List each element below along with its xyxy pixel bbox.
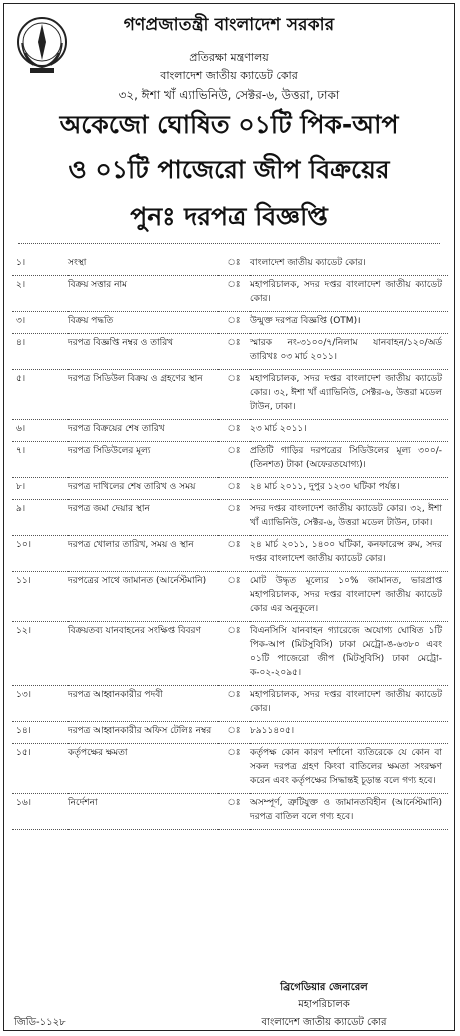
item-separator: ঃ [218,500,250,536]
item-number: ১০। [12,536,68,572]
ministry-name: প্রতিরক্ষা মন্ত্রণালয় [189,51,269,64]
item-value: অসম্পূর্ণ, ত্রুটিযুক্ত ও জামানতবিহীন (আর্নেস্টমানি) দরপত্র বাতিল বলে গণ্য হবে। [250,794,448,830]
item-separator: ঃ [218,370,250,420]
table-row [12,686,448,722]
item-value: ২৪ মার্চ ২০১১, দুপুর ১২৩০ ঘটিকা পর্যন্ত। [250,478,448,500]
item-separator: ঃ [218,686,250,722]
table-row [12,794,448,830]
table-row [12,572,448,622]
item-separator: ঃ [218,536,250,572]
table-row [12,370,448,420]
item-separator: ঃ [218,478,250,500]
organization-name: বাংলাদেশ জাতীয় ক্যাডেট কোর [160,69,298,82]
item-label: দরপত্র জমা দেয়ার স্থান [68,500,218,536]
item-label: নির্দেশনা [68,794,218,830]
divider [18,243,440,244]
item-number: ১৪। [12,722,68,744]
item-number: ১৬। [12,794,68,830]
ad-code: জিডি-১১২৮ [14,1017,66,1028]
item-label: দরপত্র খোলার তারিখ, সময় ও স্থান [68,536,218,572]
item-value: উন্মুক্ত দরপত্র বিজ্ঞপ্তি (OTM)। [250,312,448,334]
item-number: ৯। [12,500,68,536]
item-label: কর্তৃপক্ষের ক্ষমতা [68,744,218,794]
item-value: বাংলাদেশ জাতীয় ক্যাডেট কোর। [250,254,448,276]
item-value: ৮৯১১৪০৫। [250,722,448,744]
item-label: দরপত্র আহ্বানকারীর অফিস টেলিঃ নম্বর [68,722,218,744]
government-name: গণপ্রজাতন্ত্রী বাংলাদেশ সরকার [123,15,335,35]
item-separator: ঃ [218,276,250,312]
table-row [12,744,448,794]
item-number: ২। [12,276,68,312]
item-number: ১। [12,254,68,276]
item-label: দরপত্র আহ্বানকারীর পদবী [68,686,218,722]
organization-address: ৩২, ঈশা খাঁ এ্যাভিনিউ, সেক্টর-৬, উত্তরা, ঢাকা [118,88,340,102]
item-number: ৬। [12,420,68,442]
item-value: মোট উদ্ধৃত মূল্যের ১০% জামানত, ভারপ্রাপ্ত মহাপরিচালক, সদর দপ্তর বাংলাদেশ জাতীয় ক্যাডেট কোর এর অনুকূলে। [250,572,448,622]
item-separator: ঃ [218,744,250,794]
item-label: দরপত্র বিক্রয়ের শেষ তারিখ [68,420,218,442]
item-separator: ঃ [218,572,250,622]
item-label: বিক্রয় পদ্ধতি [68,312,218,334]
item-number: ৪। [12,334,68,370]
signatory-organization: বাংলাদেশ জাতীয় ক্যাডেট কোর [261,1017,387,1028]
item-label: বিক্রয় সত্তার নাম [68,276,218,312]
item-label: দরপত্র দাখিলের শেষ তারিখ ও সময় [68,478,218,500]
table-row [12,254,448,276]
table-row [12,622,448,686]
item-label: সংস্থা [68,254,218,276]
table-row [12,478,448,500]
table-row [12,420,448,442]
item-number: ৩। [12,312,68,334]
tender-notice [3,3,455,1031]
item-value: প্রতিটি গাড়ির দরপত্রের সিডিউলের মূল্য ৩০০/- (তিনশত) টাকা (অফেরতযোগ্য)। [250,442,448,478]
item-label: দরপত্র বিজ্ঞপ্তি নম্বর ও তারিখ [68,334,218,370]
item-number: ১৫। [12,744,68,794]
item-separator: ঃ [218,254,250,276]
item-value: বিএনসিসি যানবাহন গ্যারেজে অযোগ্য ঘোষিত ১টি পিক-আপ (মিটসুবিসি) ঢাকা মেট্রো-ঙ-৬৩৮০ এবং ০১টি পাজেরো জীপ (মিটসুবিসি) ঢাকা মেট্রো-ক-০২-২০৯৫। [250,622,448,686]
headline-line-2: ও ০১টি পাজেরো জীপ বিক্রয়ের [68,155,390,184]
table-row [12,536,448,572]
headline-line-1: অকেজো ঘোষিত ০১টি পিক-আপ [59,110,399,139]
item-value: মহাপরিচালক, সদর দপ্তর বাংলাদেশ জাতীয় ক্যাডেট কোর। ৩২, ঈশা খাঁ এ্যাভিনিউ, সেক্টর-৬, উত্তরা মডেল টাউন, ঢাকা। [250,370,448,420]
item-number: ১৩। [12,686,68,722]
item-separator: ঃ [218,794,250,830]
table-row [12,276,448,312]
item-number: ৫। [12,370,68,420]
item-separator: ঃ [218,312,250,334]
item-separator: ঃ [218,420,250,442]
item-number: ৮। [12,478,68,500]
table-row [12,500,448,536]
table-row [12,312,448,334]
item-value: স্মারক নং-৩১০০/৭/নিলাম যানবাহন/১২০/অর্ড তারিখঃ ০৩ মার্চ ২০১১। [250,334,448,370]
item-number: ৭। [12,442,68,478]
item-value: মহাপরিচালক, সদর দপ্তর বাংলাদেশ জাতীয় ক্যাডেট কোর। [250,276,448,312]
item-separator: ঃ [218,442,250,478]
item-value: ২৪ মার্চ ২০১১, ১৪০০ ঘটিকা, কনফারেন্স রুম, সদর দপ্তর বাংলাদেশ জাতীয় ক্যাডেট কোর। [250,536,448,572]
item-separator: ঃ [218,334,250,370]
item-label: দরপত্র সিডিউলের মূল্য [68,442,218,478]
table-row [12,334,448,370]
table-row [12,442,448,478]
signatory-rank: ব্রিগেডিয়ার জেনারেল [280,982,368,993]
headline-line-3: পুনঃ দরপত্র বিজ্ঞপ্তি [130,202,328,231]
item-separator: ঃ [218,722,250,744]
item-label: দরপত্রের সাথে জামানত (আর্নেস্টমানি) [68,572,218,622]
item-number: ১১। [12,572,68,622]
item-separator: ঃ [218,622,250,686]
item-label: বিক্রয়তব্য যানবাহনের সংক্ষিপ্ত বিবরণ [68,622,218,686]
item-value: মহাপরিচালক, সদর দপ্তর বাংলাদেশ জাতীয় ক্যাডেট কোর। [250,686,448,722]
item-value: সদর দপ্তর বাংলাদেশ জাতীয় ক্যাডেট কোর। ৩২, ঈশা খাঁ এ্যাভিনিউ, সেক্টর-৬, উত্তরা মডেল টাউন, ঢাকা। [250,500,448,536]
signatory-role: মহাপরিচালক [298,999,350,1010]
item-value: কর্তৃপক্ষ কোন কারণ দর্শানো ব্যতিরেকে যে কোন বা সকল দরপত্র গ্রহণ কিংবা বাতিলের ক্ষমতা সংরক্ষণ করেন এবং কর্তৃপক্ষের সিদ্ধান্তই চূড়ান্ত বলে গণ্য হবে। [250,744,448,794]
item-value: ২৩ মার্চ ২০১১। [250,420,448,442]
item-number: ১২। [12,622,68,686]
table-row [12,722,448,744]
tender-details-table [12,254,448,830]
item-label: দরপত্র সিডিউল বিক্রয় ও গ্রহণের স্থান [68,370,218,420]
